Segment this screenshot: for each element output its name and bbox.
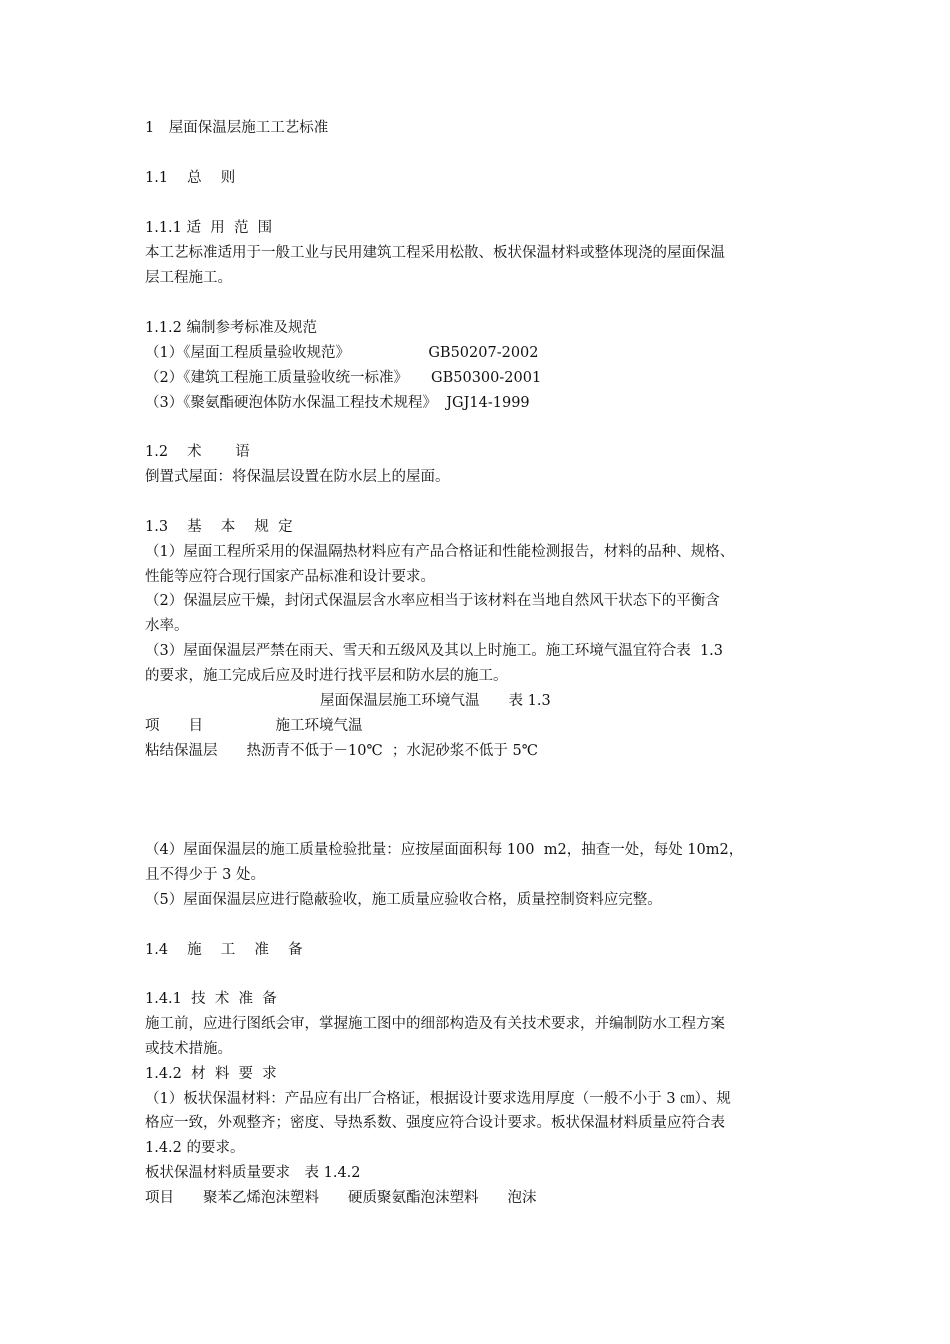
table-1-3-header: 项 目 施工环境气温 (145, 718, 363, 734)
reference-3: （3）《聚氨酯硬泡体防水保温工程技术规程》 JGJ14-1999 (145, 395, 530, 411)
table-1-4-2-caption: 板状保温材料质量要求 表 1.4.2 (145, 1165, 361, 1181)
rule-2-line1: （2）保温层应干燥，封闭式保温层含水率应相当于该材料在当地自然风干状态下的平衡含 (145, 593, 720, 609)
definition-paragraph: 倒置式屋面：将保温层设置在防水层上的屋面。 (145, 469, 450, 485)
rule-2-line2: 水率。 (145, 618, 189, 634)
rule-1-line2: 性能等应符合现行国家产品标准和设计要求。 (145, 569, 435, 585)
rule-4-line1: （4）屋面保温层的施工质量检验批量：应按屋面面积每 100 m2，抽查一处，每处 10m2， (145, 842, 744, 858)
table-1-4-2-header: 项目 聚苯乙烯泡沫塑料 硬质聚氨酯泡沫塑料 泡沫 (145, 1190, 537, 1206)
rule-5: （5）屋面保温层应进行隐蔽验收，施工质量应验收合格，质量控制资料应完整。 (145, 892, 662, 908)
rule-1-line1: （1）屋面工程所采用的保温隔热材料应有产品合格证和性能检测报告，材料的品种、规格、 (145, 544, 735, 560)
reference-2: （2）《建筑工程施工质量验收统一标准》 GB50300-2001 (145, 370, 542, 386)
tech-prep-line2: 或技术措施。 (145, 1041, 232, 1057)
heading-1-1-2: 1.1.2 编制参考标准及规范 (145, 320, 318, 336)
rule-4-line2: 且不得少于 3 处。 (145, 867, 265, 883)
rule-3-line2: 的要求，施工完成后应及时进行找平层和防水层的施工。 (145, 668, 508, 684)
material-1-line3: 1.4.2 的要求。 (145, 1140, 245, 1156)
table-1-3-caption: 屋面保温层施工环境气温 表 1.3 (320, 693, 551, 709)
reference-1: （1）《屋面工程质量验收规范》 GB50207-2002 (145, 345, 539, 361)
table-1-3-row: 粘结保温层 热沥青不低于－10℃ ；水泥砂浆不低于 5℃ (145, 743, 538, 759)
material-1-line1: （1）板状保温材料：产品应有出厂合格证，根据设计要求选用厚度（一般不小于 3 ㎝）、规 (145, 1091, 731, 1107)
heading-1-4-2: 1.4.2 材 料 要 求 (145, 1066, 277, 1082)
heading-1-4: 1.4 施 工 准 备 (145, 942, 303, 958)
heading-1-2: 1.2 术 语 (145, 444, 250, 460)
heading-1-3: 1.3 基 本 规 定 (145, 519, 293, 535)
heading-1-1-1: 1.1.1 适 用 范 围 (145, 220, 273, 236)
section-title: 1 屋面保温层施工工艺标准 (145, 120, 329, 136)
paragraph-scope-line2: 层工程施工。 (145, 270, 232, 286)
rule-3-line1: （3）屋面保温层严禁在雨天、雪天和五级风及其以上时施工。施工环境气温宜符合表 1.3 (145, 643, 723, 659)
paragraph-scope-line1: 本工艺标准适用于一般工业与民用建筑工程采用松散、板状保温材料或整体现浇的屋面保温 (145, 245, 725, 261)
material-1-line2: 格应一致，外观整齐；密度、导热系数、强度应符合设计要求。板状保温材料质量应符合表 (145, 1115, 725, 1131)
heading-1-1: 1.1 总 则 (145, 170, 236, 186)
tech-prep-line1: 施工前，应进行图纸会审，掌握施工图中的细部构造及有关技术要求，并编制防水工程方案 (145, 1016, 725, 1032)
heading-1-4-1: 1.4.1 技 术 准 备 (145, 991, 277, 1007)
